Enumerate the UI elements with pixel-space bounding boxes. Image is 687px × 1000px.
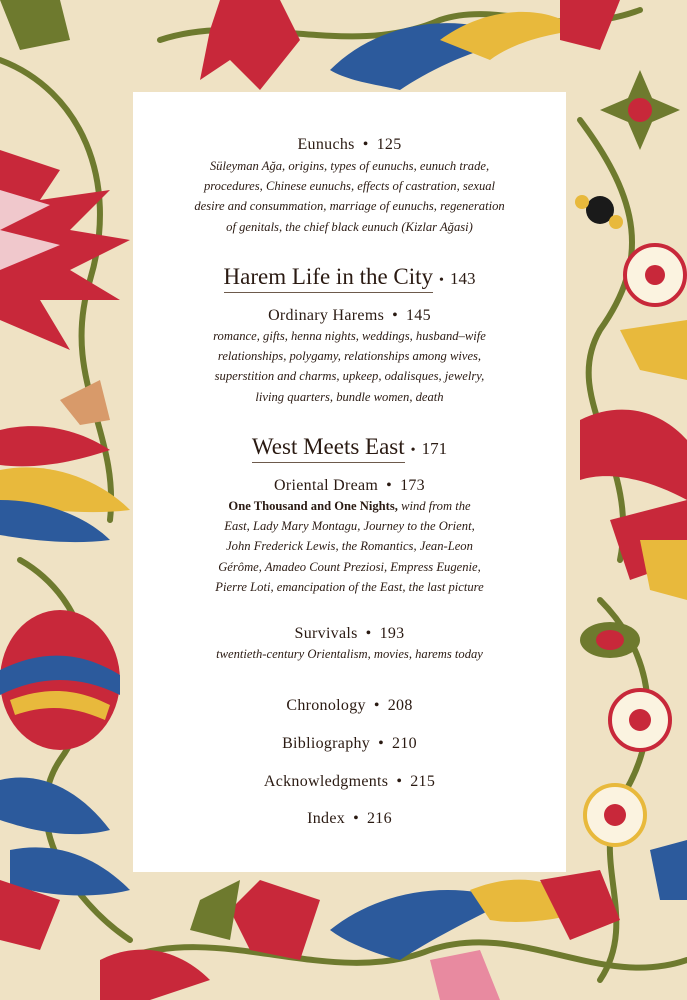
entry-heading bbox=[133, 307, 566, 325]
bullet-separator: • bbox=[353, 810, 359, 827]
entry-survivals bbox=[133, 625, 566, 664]
description-line: procedures, Chinese eunuchs, effects of castration, sexual bbox=[203, 179, 496, 194]
entry-acknowledgments bbox=[133, 773, 566, 791]
description-line: desire and consummation, marriage of eunuchs, regeneration bbox=[194, 199, 505, 214]
entry-ordinary-harems bbox=[133, 307, 566, 407]
entry-heading bbox=[133, 477, 566, 495]
bullet-separator: • bbox=[378, 735, 385, 752]
description-line: romance, gifts, henna nights, weddings, husband–wife bbox=[213, 329, 486, 343]
description-text: wind from the bbox=[401, 499, 471, 513]
contents-panel bbox=[133, 92, 566, 872]
section-page: 143 bbox=[449, 269, 476, 288]
entry-heading bbox=[133, 136, 566, 154]
entry-page: 210 bbox=[392, 735, 417, 752]
description-line: twentieth-century Orientalism, movies, harems today bbox=[216, 647, 483, 661]
entry-description bbox=[133, 496, 566, 597]
entry-title: Bibliography bbox=[282, 735, 371, 752]
description-line: Pierre Loti, emancipation of the East, the last picture bbox=[215, 579, 484, 594]
entry-description bbox=[133, 326, 566, 407]
bullet-separator: • bbox=[362, 136, 369, 153]
entry-description bbox=[133, 156, 566, 237]
entry-title: Index bbox=[307, 810, 346, 827]
entry-title: Ordinary Harems bbox=[268, 307, 385, 324]
entry-title: Survivals bbox=[294, 625, 358, 642]
bullet-separator: • bbox=[365, 625, 372, 642]
entry-index bbox=[133, 810, 566, 828]
entry-oriental-dream bbox=[133, 477, 566, 597]
description-line: living quarters, bundle women, death bbox=[255, 389, 444, 404]
entry-chronology bbox=[133, 697, 566, 715]
entry-title: Oriental Dream bbox=[274, 477, 379, 494]
entry-page: 216 bbox=[366, 810, 392, 827]
section-title: West Meets East bbox=[252, 434, 405, 463]
entry-page: 193 bbox=[379, 625, 405, 642]
description-line: superstition and charms, upkeep, odalisques, jewelry, bbox=[214, 369, 485, 384]
section-page: 171 bbox=[421, 439, 448, 458]
entry-title: Acknowledgments bbox=[263, 773, 389, 790]
bullet-separator: • bbox=[373, 697, 380, 714]
description-line: Gérôme, Amadeo Count Preziosi, Empress Eugenie, bbox=[218, 559, 481, 574]
description-line: Süleyman Ağa, origins, types of eunuchs, eunuch trade, bbox=[209, 159, 490, 173]
bullet-separator: • bbox=[396, 773, 403, 790]
description-line: relationships, polygamy, relationships among wives, bbox=[217, 349, 482, 364]
entry-page: 125 bbox=[376, 136, 402, 153]
entry-page: 145 bbox=[406, 307, 431, 324]
entry-title: Chronology bbox=[286, 697, 366, 714]
description-line: John Frederick Lewis, the Romantics, Jean-Leon bbox=[226, 539, 473, 554]
description-line bbox=[133, 496, 566, 516]
bullet-separator: • bbox=[410, 443, 416, 458]
book-title: One Thousand and One Nights, bbox=[228, 499, 398, 513]
entry-eunuchs bbox=[133, 136, 566, 237]
entry-page: 208 bbox=[387, 697, 413, 714]
entry-description bbox=[133, 644, 566, 664]
entry-page: 215 bbox=[410, 773, 436, 790]
bullet-separator: • bbox=[392, 307, 398, 324]
entry-bibliography bbox=[133, 735, 566, 753]
entry-heading bbox=[133, 625, 566, 643]
section-harem-life bbox=[133, 264, 566, 293]
section-west-meets-east bbox=[133, 434, 566, 463]
bullet-separator: • bbox=[439, 273, 444, 288]
entry-page: 173 bbox=[400, 477, 425, 494]
bullet-separator: • bbox=[386, 477, 393, 494]
description-line: of genitals, the chief black eunuch (Kizlar Ağasi) bbox=[226, 219, 473, 234]
description-line: East, Lady Mary Montagu, Journey to the Orient, bbox=[224, 519, 475, 534]
entry-title: Eunuchs bbox=[297, 136, 355, 153]
section-title: Harem Life in the City bbox=[224, 264, 434, 293]
